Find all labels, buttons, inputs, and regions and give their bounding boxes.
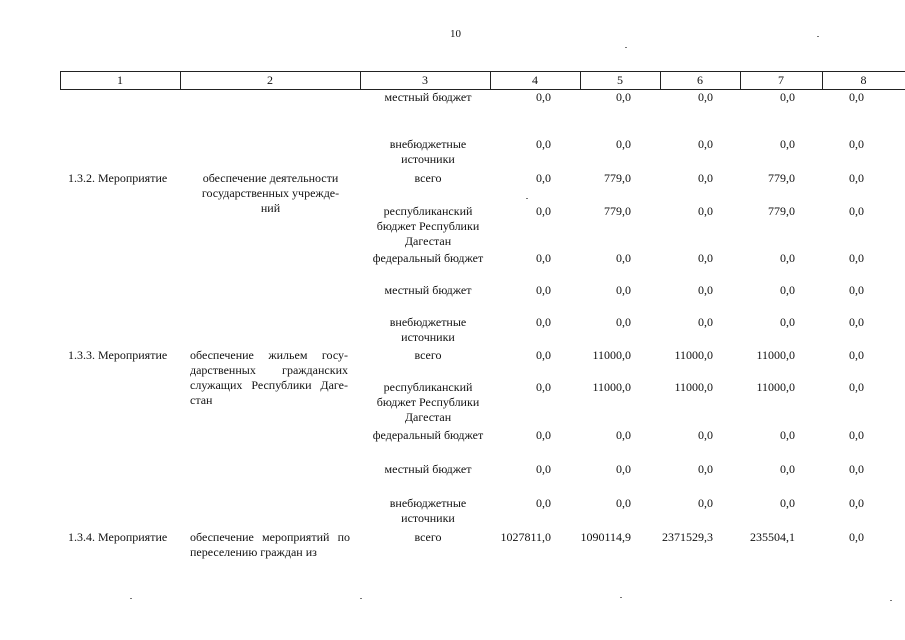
column-header-3: 3	[422, 73, 428, 87]
value-cell: 0,0	[780, 462, 795, 476]
value-cell: 0,0	[536, 283, 551, 297]
measure-description: обеспечение жильем госу-дарственных гражданских служащих Республики Даге-стан	[190, 348, 348, 407]
value-cell: 0,0	[698, 251, 713, 265]
funding-source: всего	[414, 530, 442, 544]
funding-source: республиканский бюджет Республики Дагестан	[376, 204, 480, 248]
funding-source: федеральный бюджет	[372, 251, 484, 265]
value-cell: 0,0	[536, 137, 551, 151]
value-cell: 0,0	[780, 283, 795, 297]
value-cell: 1027811,0	[500, 530, 551, 544]
funding-source: местный бюджет	[384, 462, 472, 476]
funding-source: внебюджетные источники	[389, 496, 467, 525]
value-cell: 0,0	[698, 462, 713, 476]
value-cell: 235504,1	[750, 530, 795, 544]
value-cell: 0,0	[536, 380, 551, 394]
value-cell: 0,0	[536, 462, 551, 476]
value-cell: 2371529,3	[662, 530, 713, 544]
measure-description: обеспечение деятельности государственных учрежде-ний	[201, 171, 340, 215]
value-cell: 0,0	[536, 90, 551, 104]
value-cell: 779,0	[768, 171, 795, 185]
value-cell: 0,0	[616, 315, 631, 329]
value-cell: 0,0	[616, 137, 631, 151]
funding-source: всего	[414, 348, 442, 362]
value-cell: 0,0	[616, 283, 631, 297]
value-cell: 0,0	[780, 428, 795, 442]
value-cell: 0,0	[536, 428, 551, 442]
value-cell: 11000,0	[674, 348, 713, 362]
value-cell: 0,0	[536, 171, 551, 185]
column-header-6: 6	[697, 73, 703, 87]
value-cell: 0,0	[616, 428, 631, 442]
column-header-1: 1	[117, 73, 123, 87]
value-cell: 11000,0	[592, 348, 631, 362]
column-header-8: 8	[860, 73, 867, 87]
column-header-2: 2	[267, 73, 273, 87]
funding-source: внебюджетные источники	[389, 137, 467, 166]
value-cell: 0,0	[849, 171, 864, 185]
measure-code: 1.3.3. Мероприятие	[68, 348, 168, 362]
scan-speck	[526, 198, 528, 199]
value-cell: 0,0	[849, 137, 864, 151]
value-cell: 779,0	[604, 171, 631, 185]
scan-speck	[360, 598, 362, 599]
value-cell: 11000,0	[756, 380, 795, 394]
funding-source: внебюджетные источники	[389, 315, 467, 344]
value-cell: 779,0	[768, 204, 795, 218]
column-header-7: 7	[778, 73, 784, 87]
value-cell: 0,0	[849, 530, 864, 544]
value-cell: 0,0	[849, 283, 864, 297]
value-cell: 11000,0	[756, 348, 795, 362]
value-cell: 0,0	[849, 380, 864, 394]
value-cell: 0,0	[536, 315, 551, 329]
value-cell: 0,0	[536, 251, 551, 265]
funding-source: республиканский бюджет Республики Дагестан	[376, 380, 480, 424]
value-cell: 0,0	[780, 496, 795, 510]
value-cell: 0,0	[698, 283, 713, 297]
value-cell: 0,0	[616, 462, 631, 476]
value-cell: 0,0	[780, 251, 795, 265]
value-cell: 0,0	[849, 428, 864, 442]
value-cell: 11000,0	[674, 380, 713, 394]
value-cell: 0,0	[849, 251, 864, 265]
value-cell: 0,0	[698, 171, 713, 185]
value-cell: 0,0	[849, 90, 864, 104]
value-cell: 0,0	[780, 315, 795, 329]
scan-speck	[890, 600, 892, 601]
measure-code: 1.3.2. Мероприятие	[68, 171, 168, 185]
value-cell: 0,0	[849, 348, 864, 362]
value-cell: 0,0	[536, 204, 551, 218]
page-number: 10	[450, 28, 461, 40]
scan-speck	[130, 598, 132, 599]
value-cell: 0,0	[536, 496, 551, 510]
funding-source: федеральный бюджет	[372, 428, 484, 442]
value-cell: 11000,0	[592, 380, 631, 394]
value-cell: 0,0	[780, 137, 795, 151]
column-header-5: 5	[617, 73, 623, 87]
value-cell: 0,0	[849, 204, 864, 218]
measure-description: обеспечение мероприятий по переселению граждан из	[190, 530, 350, 559]
funding-source: местный бюджет	[384, 90, 472, 104]
value-cell: 0,0	[698, 428, 713, 442]
funding-source: всего	[414, 171, 442, 185]
value-cell: 779,0	[604, 204, 631, 218]
value-cell: 0,0	[536, 348, 551, 362]
value-cell: 0,0	[780, 90, 795, 104]
scan-speck	[817, 36, 819, 37]
value-cell: 0,0	[849, 496, 864, 510]
value-cell: 0,0	[698, 315, 713, 329]
value-cell: 0,0	[849, 462, 864, 476]
column-header-4: 4	[532, 73, 538, 87]
funding-source: местный бюджет	[384, 283, 472, 297]
value-cell: 0,0	[616, 90, 631, 104]
value-cell: 0,0	[616, 251, 631, 265]
value-cell: 0,0	[698, 137, 713, 151]
value-cell: 1090114,9	[580, 530, 631, 544]
measure-code: 1.3.4. Мероприятие	[68, 530, 168, 544]
value-cell: 0,0	[849, 315, 864, 329]
scan-speck	[625, 47, 627, 48]
value-cell: 0,0	[698, 204, 713, 218]
value-cell: 0,0	[616, 496, 631, 510]
scan-speck	[620, 597, 622, 598]
value-cell: 0,0	[698, 496, 713, 510]
value-cell: 0,0	[698, 90, 713, 104]
